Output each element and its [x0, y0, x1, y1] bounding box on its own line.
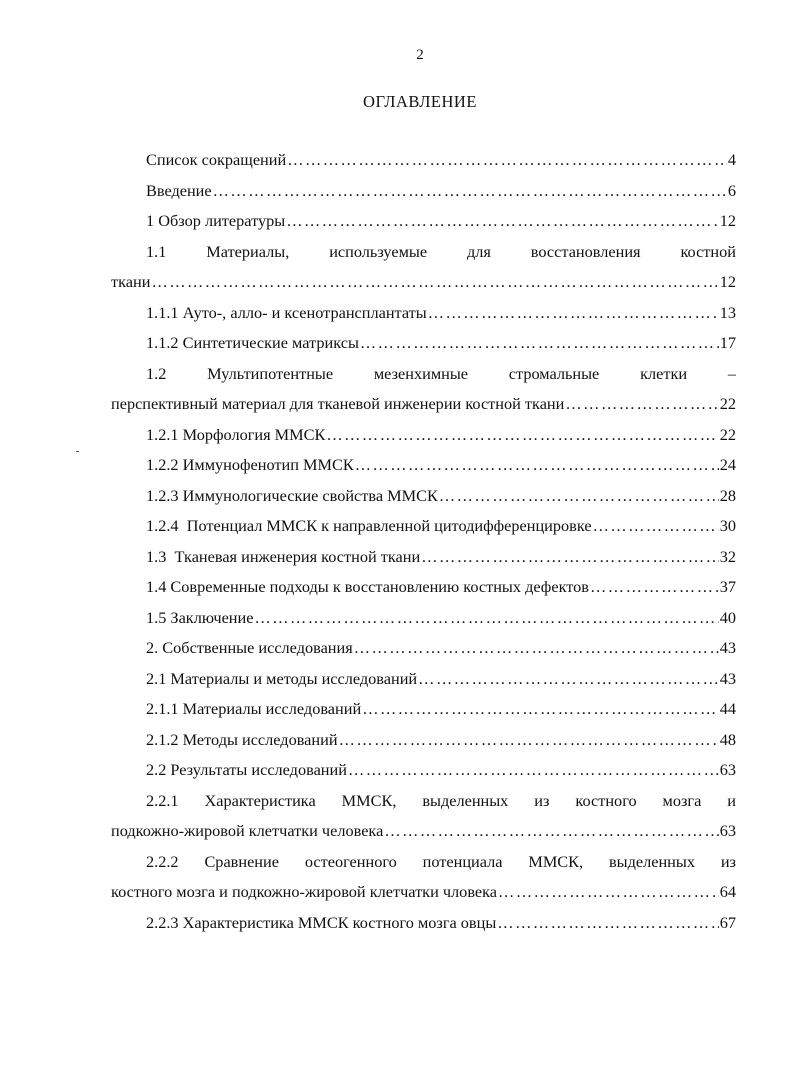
toc-leader-dots: [287, 150, 727, 170]
toc-entry-page: 48: [719, 729, 736, 749]
toc-leader-dots: [384, 821, 718, 841]
toc-entry-2-2[interactable]: [111, 760, 736, 791]
toc-entry-1-5[interactable]: [111, 608, 736, 639]
toc-leader-dots: [565, 394, 718, 414]
toc-entry-2-1-2[interactable]: [111, 730, 736, 761]
toc-entry-page: 6: [727, 180, 736, 200]
toc-entry-label: костного мозга и подкожно-жировой клетчатки чловека: [111, 882, 498, 901]
toc-entry-label: 1.1.2 Синтетические матриксы: [146, 333, 359, 352]
toc-entry-label: 2.2.3 Характеристика ММСК костного мозга овцы: [146, 912, 497, 932]
toc-leader-dots: [326, 425, 718, 445]
toc-entry-page: 22: [719, 394, 736, 413]
toc-entry-1-3[interactable]: [111, 547, 736, 578]
toc-entry-1-2-2[interactable]: [111, 455, 736, 486]
toc-entry-label: 1.2.2 Иммунофенотип ММСК: [146, 455, 354, 474]
toc-entry-abbreviations[interactable]: [111, 150, 736, 181]
scan-mark: [76, 451, 79, 452]
toc-leader-dots: [348, 760, 719, 780]
toc-leader-dots: [355, 455, 719, 475]
toc-entry-page: 4: [727, 150, 736, 169]
toc-title: ОГЛАВЛЕНИЕ: [363, 92, 477, 111]
toc-entry-2[interactable]: [111, 638, 736, 669]
toc-entry-2-1-1[interactable]: [111, 699, 736, 730]
toc-entry-label: 1.3 Тканевая инженерия костной ткани: [146, 546, 421, 566]
toc-entry-page: 12: [719, 211, 736, 230]
toc-entry-1-2-4[interactable]: [111, 516, 736, 547]
toc-leader-dots: [354, 638, 719, 658]
toc-entry-label: 1 Обзор литературы: [146, 211, 286, 230]
toc-entry-label: 1.2.1 Морфология ММСК: [146, 424, 326, 444]
toc-entry-label: 2.1.1 Материалы исследований: [146, 699, 362, 718]
toc-entry-1-1-1[interactable]: [111, 303, 736, 334]
toc-entry-page: 13: [719, 302, 736, 322]
toc-entry-1-1-2[interactable]: [111, 333, 736, 364]
toc-leader-dots: [362, 699, 719, 719]
toc-entry-page: 17: [719, 333, 736, 352]
toc-leader-dots: [418, 669, 719, 689]
toc-entry-page: 40: [719, 607, 736, 627]
toc-entry-page: 22: [719, 424, 736, 444]
toc-entry-page: 28: [719, 485, 736, 505]
toc-entry-page: 43: [719, 638, 736, 657]
toc-entry-page: 43: [719, 668, 736, 688]
toc-entry-page: 37: [719, 577, 736, 596]
toc-leader-dots: [254, 608, 718, 628]
toc-entry-1-2[interactable]: [111, 394, 736, 425]
toc-entry-page: 30: [719, 516, 736, 535]
toc-entry-label: Список сокращений: [146, 150, 287, 169]
toc-leader-dots: [151, 272, 718, 292]
toc-entry-page: 32: [719, 546, 736, 566]
toc-entry-1-2-1[interactable]: [111, 425, 736, 456]
toc-entry-label: 2.1 Материалы и методы исследований: [146, 668, 418, 688]
toc-leader-dots: [593, 516, 719, 536]
toc-leader-dots: [339, 730, 719, 750]
toc-entry-label: 1.5 Заключение: [146, 607, 254, 627]
toc-leader-dots: [590, 577, 719, 597]
toc-entry-1-2-first-line: 1.2 Мультипотентные мезенхимные стромальные клетки –: [146, 363, 736, 383]
toc-leader-dots: [421, 547, 719, 567]
toc-leader-dots: [497, 913, 718, 933]
toc-entry-label: 2. Собственные исследования: [146, 638, 353, 657]
toc-entry-2-1[interactable]: [111, 669, 736, 700]
page-number: 2: [416, 47, 424, 63]
toc-entry-page: 63: [719, 760, 736, 779]
toc-entry-page: 24: [719, 455, 736, 474]
toc-leader-dots: [286, 211, 719, 231]
toc-leader-dots: [439, 486, 719, 506]
toc-entry-literature-review[interactable]: [111, 211, 736, 242]
toc-entry-1-1[interactable]: [111, 272, 736, 303]
toc-entry-page: 64: [719, 882, 736, 901]
toc-entry-label: 1.1.1 Ауто-, алло- и ксенотрансплантаты: [146, 302, 427, 322]
toc-entry-label: 2.1.2 Методы исследований: [146, 729, 338, 749]
toc-leader-dots: [360, 333, 719, 353]
toc-leader-dots: [498, 882, 719, 902]
toc-entry-2-2-2[interactable]: [111, 882, 736, 913]
toc-entry-page: 44: [719, 699, 736, 718]
toc-entry-2-2-3[interactable]: [111, 913, 736, 944]
toc-entry-label: Введение: [146, 180, 212, 200]
toc-entry-label: 1.4 Современные подходы к восстановлению костных дефектов: [146, 577, 589, 596]
toc-leader-dots: [213, 181, 727, 201]
toc-entry-1-1-first-line: 1.1 Материалы, используемые для восстановления костной: [146, 241, 736, 261]
toc-entry-1-2-3[interactable]: [111, 486, 736, 517]
toc-entry-page: 63: [719, 821, 736, 840]
toc-entry-1-4[interactable]: [111, 577, 736, 608]
toc-entry-2-2-1[interactable]: [111, 821, 736, 852]
toc-entry-label: ткани: [111, 272, 151, 291]
toc-leader-dots: [428, 303, 719, 323]
toc-entry-page: 67: [719, 912, 736, 932]
toc-entry-2-2-1-first-line: 2.2.1 Характеристика ММСК, выделенных из костного мозга и: [146, 790, 736, 810]
toc-entry-label: 2.2 Результаты исследований: [146, 760, 347, 779]
toc-entry-label: 1.2.3 Иммунологические свойства ММСК: [146, 485, 438, 505]
toc-entry-label: перспективный материал для тканевой инженерии костной ткани: [111, 394, 565, 413]
toc-entry-page: 12: [719, 272, 736, 291]
toc-entry-2-2-2-first-line: 2.2.2 Сравнение остеогенного потенциала ММСК, выделенных из: [146, 851, 736, 871]
table-of-contents: [111, 150, 736, 943]
toc-entry-introduction[interactable]: [111, 181, 736, 212]
toc-entry-label: подкожно-жировой клетчатки человека: [111, 821, 384, 840]
toc-entry-label: 1.2.4 Потенциал ММСК к направленной цитодифференцировке: [146, 516, 592, 535]
